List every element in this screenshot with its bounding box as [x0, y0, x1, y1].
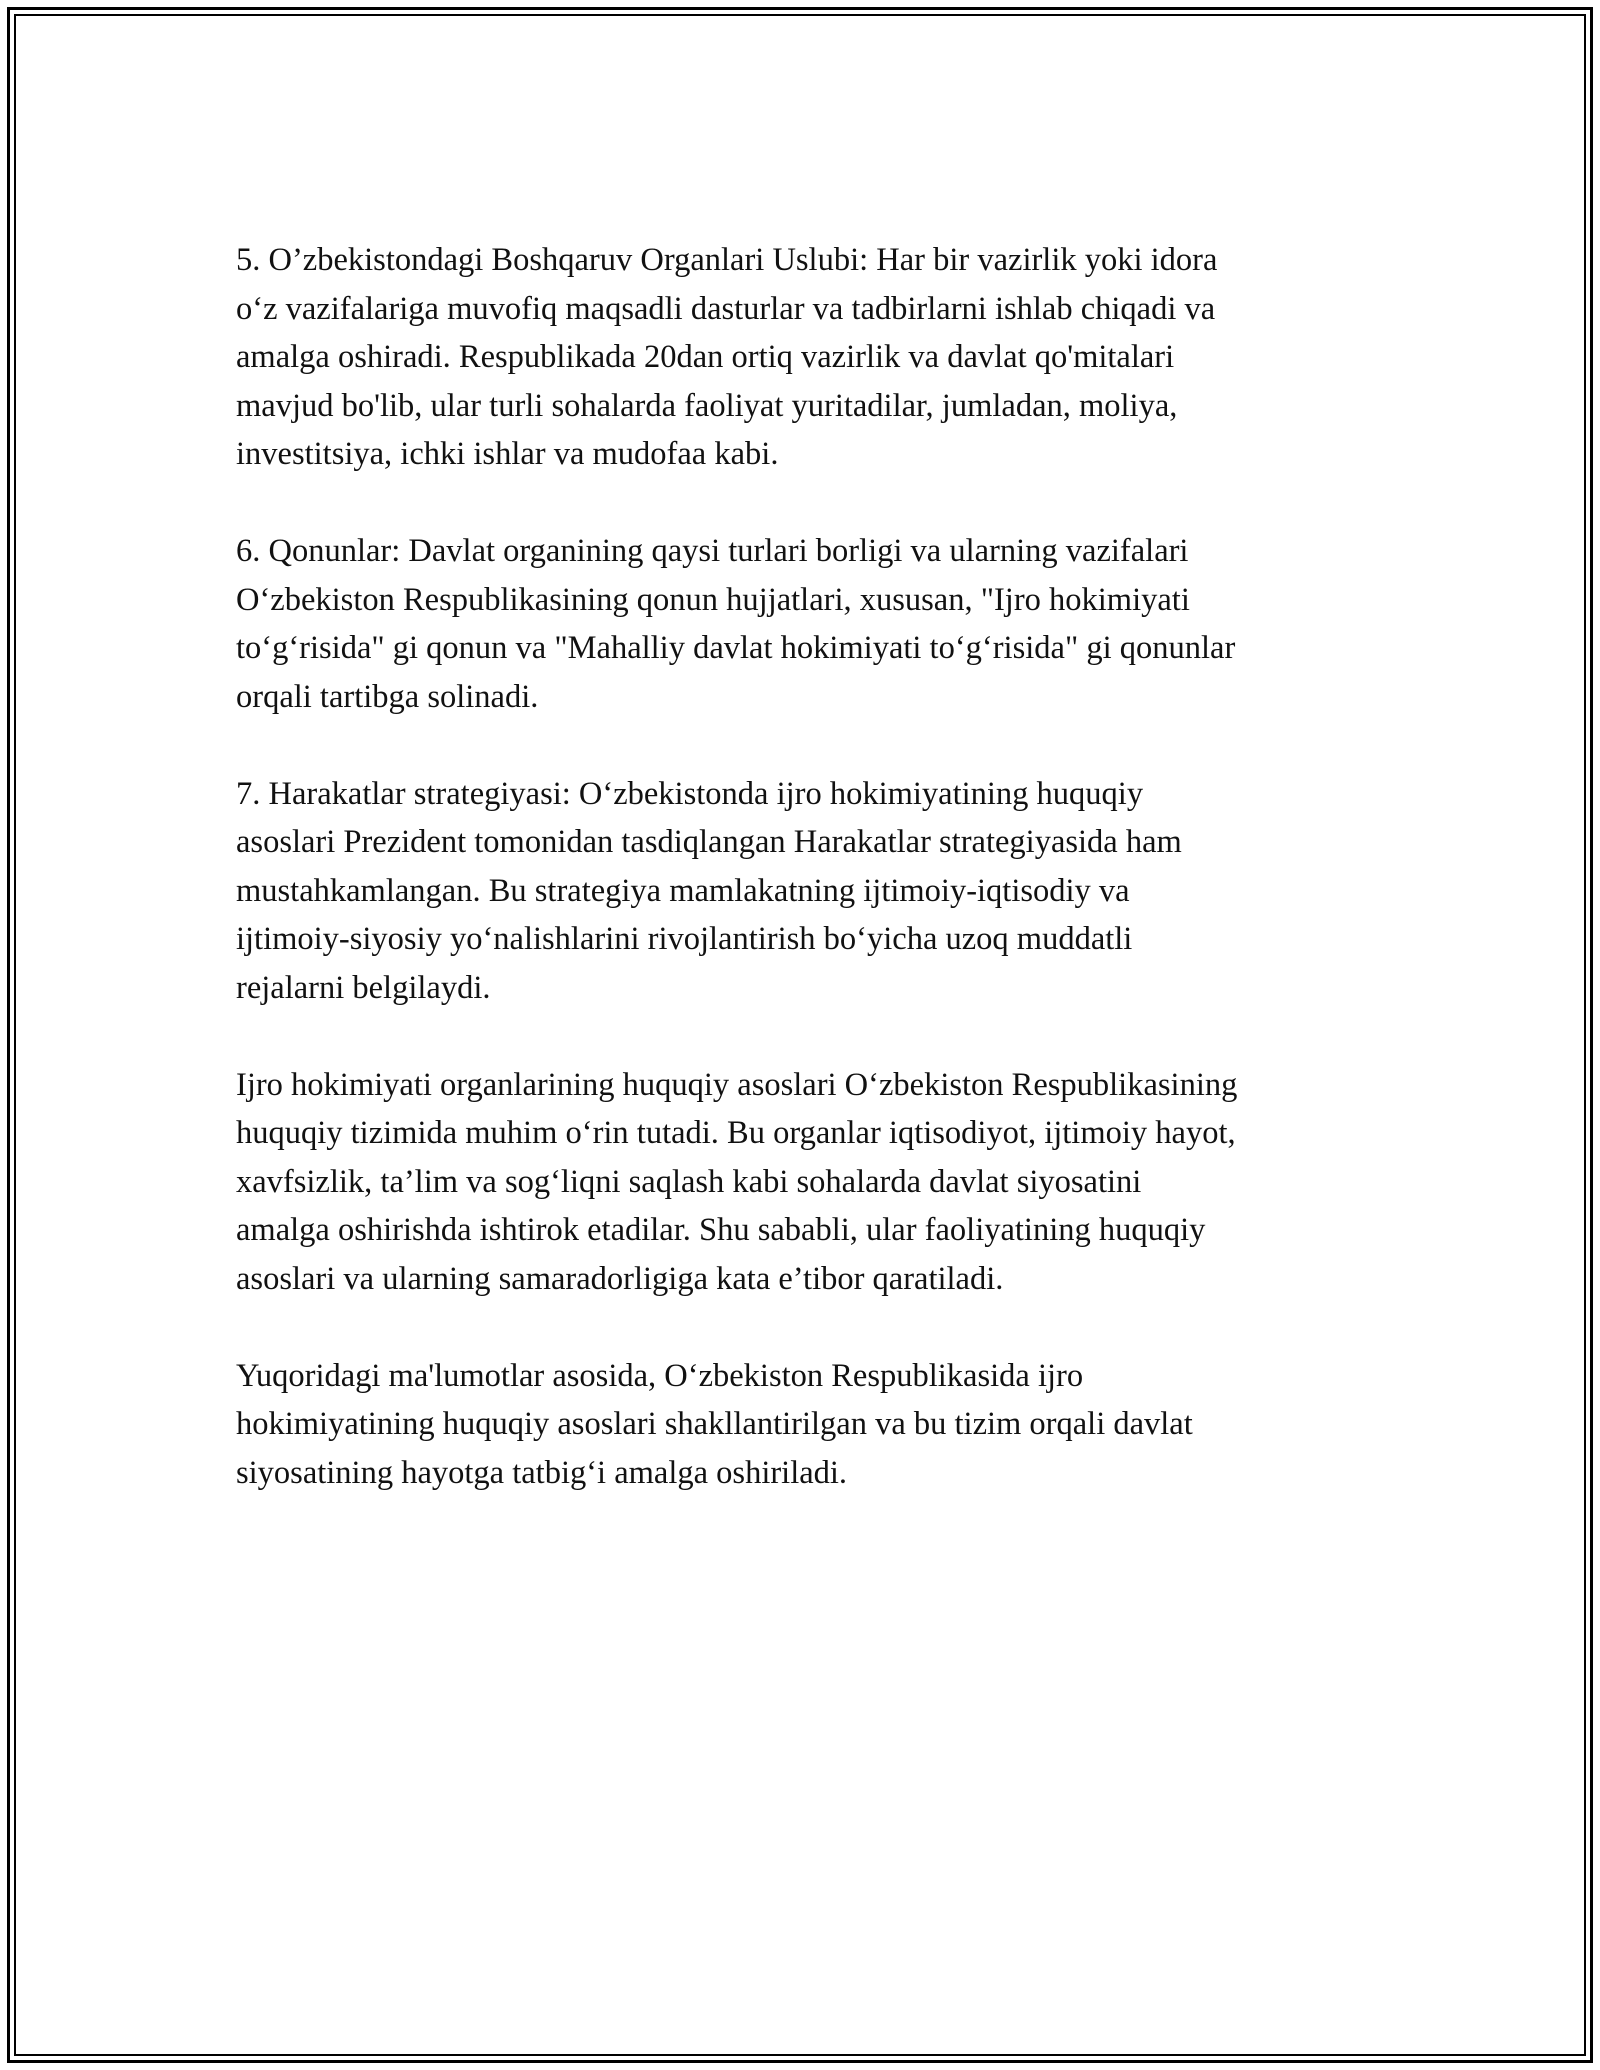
text-line: hokimiyatining huquqiy asoslari shakllantirilgan va bu tizim orqali davlat — [236, 1406, 1193, 1442]
paragraph-laws — [236, 527, 1376, 721]
text-line: xavfsizlik, ta’lim va sog‘liqni saqlash kabi sohalarda davlat siyosatini — [236, 1163, 1142, 1200]
text-line: amalga oshiradi. Respublikada 20dan ortiq vazirlik va davlat qo'mitalari — [236, 339, 1175, 375]
paragraph-legal-foundations — [236, 1061, 1376, 1304]
text-line: asoslari va ularning samaradorligiga kata e’tibor qaratiladi. — [236, 1260, 1004, 1297]
text-line: huquqiy tizimida muhim o‘rin tutadi. Bu organlar iqtisodiyot, ijtimoiy hayot, — [236, 1115, 1236, 1151]
text-line: orqali tartibga solinadi. — [236, 678, 539, 715]
text-line: asoslari Prezident tomonidan tasdiqlangan Harakatlar strategiyasida ham — [236, 824, 1182, 860]
text-line: 7. Harakatlar strategiyasi: O‘zbekistonda ijro hokimiyatining huquqiy — [236, 775, 1144, 812]
text-line: Ijro hokimiyati organlarining huquqiy asoslari O‘zbekiston Respublikasining — [236, 1066, 1238, 1103]
text-line: amalga oshirishda ishtirok etadilar. Shu sababli, ular faoliyatining huquqiy — [236, 1212, 1206, 1248]
paragraph-action-strategy — [236, 770, 1376, 1013]
text-line: mustahkamlangan. Bu strategiya mamlakatning ijtimoiy-iqtisodiy va — [236, 872, 1130, 909]
text-line: Yuqoridagi ma'lumotlar asosida, O‘zbekiston Respublikasida ijro — [236, 1357, 1084, 1394]
text-line: ijtimoiy-siyosiy yo‘nalishlarini rivojlantirish bo‘yicha uzoq muddatli — [236, 921, 1133, 957]
text-line: rejalarni belgilaydi. — [236, 969, 491, 1006]
text-line: 5. O’zbekistondagi Boshqaruv Organlari Uslubi: Har bir vazirlik yoki idora — [236, 242, 1218, 278]
text-line: mavjud bo'lib, ular turli sohalarda faoliyat yuritadilar, jumladan, moliya, — [236, 387, 1178, 424]
text-line: O‘zbekiston Respublikasining qonun hujjatlari, xususan, "Ijro hokimiyati — [236, 581, 1190, 618]
text-line: 6. Qonunlar: Davlat organining qaysi turlari borligi va ularning vazifalari — [236, 533, 1189, 569]
paragraph-management-style — [236, 236, 1376, 479]
paragraph-conclusion — [236, 1352, 1376, 1498]
document-body — [236, 236, 1376, 1546]
text-line: o‘z vazifalariga muvofiq maqsadli dasturlar va tadbirlarni ishlab chiqadi va — [236, 290, 1216, 327]
text-line: investitsiya, ichki ishlar va mudofaa kabi. — [236, 436, 779, 472]
text-line: siyosatining hayotga tatbig‘i amalga oshiriladi. — [236, 1454, 848, 1491]
text-line: to‘g‘risida" gi qonun va "Mahalliy davlat hokimiyati to‘g‘risida" gi qonunlar — [236, 630, 1236, 666]
